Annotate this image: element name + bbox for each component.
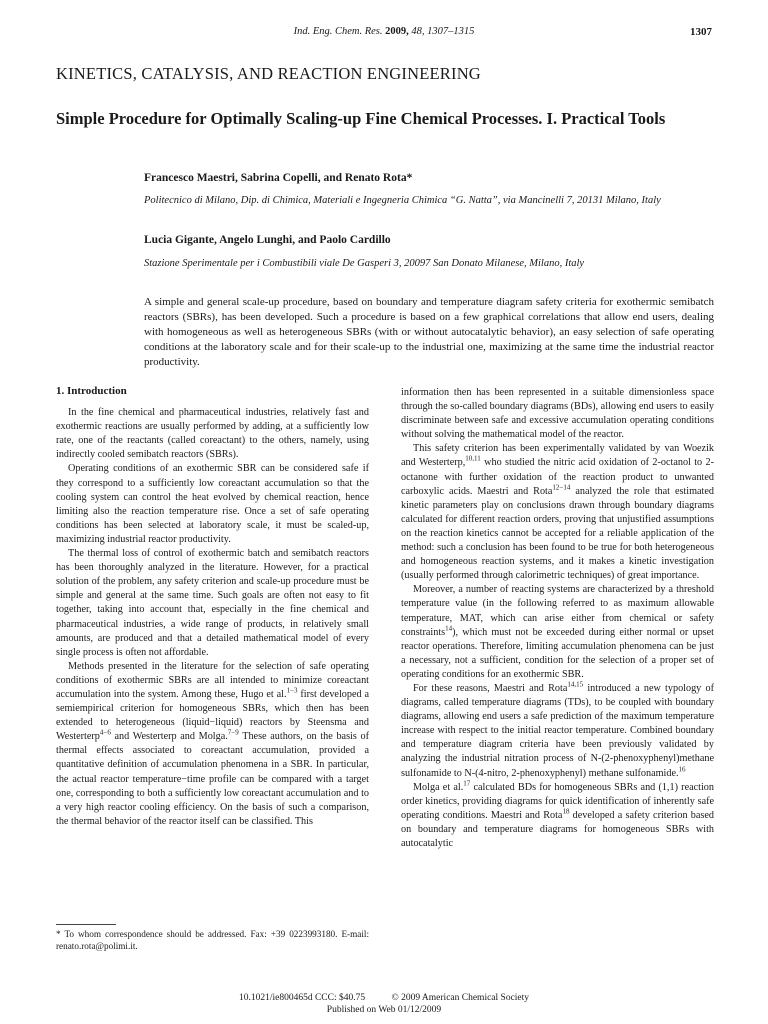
authors-group-2: Lucia Gigante, Angelo Lunghi, and Paolo Cardillo [144, 234, 391, 246]
journal-year: 2009, [385, 26, 409, 37]
citation-ref: 14 [445, 624, 453, 633]
published-date: Published on Web 01/12/2009 [326, 1005, 442, 1015]
citation-ref: 16 [678, 765, 686, 774]
journal-volume: 48, [411, 26, 425, 37]
authors-group-1: Francesco Maestri, Sabrina Copelli, and Renato Rota* [144, 172, 413, 184]
doi-text: 10.1021/ie800465d CCC: $40.75 [238, 993, 366, 1003]
citation-ref: 18 [562, 807, 570, 816]
citation-ref: 10,11 [465, 455, 481, 464]
intro-paragraph-2: Operating conditions of an exothermic SBR can be considered safe if they correspond to a sufficiently low coreactant accumulation so that the cooling system can control the heat evolved by chemical reaction, hence limiting also the reaction temperature rise. Once a set of safe operating conditions has been selected at laboratory scale, it must be scaled-up, maximizing industrial reactor productivity. [56, 463, 369, 545]
paper-title: Simple Procedure for Optimally Scaling-up Fine Chemical Processes. I. Practical Tools [56, 109, 666, 128]
copyright-text: © 2009 American Chemical Society [391, 993, 530, 1003]
left-column [56, 384, 369, 829]
affiliation-2: Stazione Sperimentale per i Combustibili viale De Gasperi 3, 20097 San Donato Milanese, Milano, Italy [144, 258, 585, 269]
right-paragraph-5: Molga et al.$^{17}$ calculated BDs for homogeneous SBRs and (1,1) reaction order kinetics, providing diagrams for quick identification of inherently safe operating conditions. Maestri and Rota$^{18}$ developed a safety criterion based on boundary and temperature diagrams for homogeneous SBRs with autocatalytic [401, 779, 714, 849]
right-paragraph-3: Moreover, a number of reacting systems are characterized by a threshold temperature value (in the following referred to as maximum allowable temperature, MAT, which can arise either from chemical or safety constraints$^{14}$), which must not be exceeded during either normal or upset reactor operations. Therefore, limiting accumulation phenomena can be just a necessary, not a sufficient, condition for the selection of a proper set of operating conditions for an exothermic SBR. [401, 584, 714, 680]
citation-ref: 7−9 [227, 728, 239, 737]
footnote-divider [56, 924, 116, 925]
citation-ref: 14,15 [567, 680, 584, 689]
intro-paragraph-3: The thermal loss of control of exothermic batch and semibatch reactors has been thoroughly analyzed in the literature. However, for a practical solution of the problem, any safety criterion and scale-up procedure must be simple and general at the same time. Such goals are often not easy to fit together, taking into account that, especially in the fine chemical and pharmaceutical industries, a wide range of products, in relatively small amounts, are produced and that a detailed mathematical model of every single process is often not affordable. [56, 548, 369, 658]
right-paragraph-2: This safety criterion has been experimentally validated by van Woezik and Westerterp,$^{10,11}$ who studied the nitric acid oxidation of 2-octanol to 2-octanone with further oxidation of the reaction product to unwanted carboxylic acids. Maestri and Rota$^{12-14}$ analyzed the role that estimated kinetic parameters play on conclusions drawn through boundary diagrams calculated for different reaction orders, proving that unjustified assumptions on the reaction kinetics cannot be accepted for a reliable application of the method: such a conclusion has been found to be true for both heterogeneous and homogeneous reaction systems, and it makes a kinetic investigation (usually performed through calorimetric techniques) of great importance. [401, 443, 714, 582]
citation-ref: 4−6 [99, 728, 111, 737]
right-paragraph-1: information then has been represented in a suitable dimensionless space through the so-called boundary diagrams (BDs), allowing end users to easily discriminate between safe and excessive accumulation operating conditions without solving the mathematical model of the reactor. [401, 387, 714, 441]
section-heading: KINETICS, CATALYSIS, AND REACTION ENGINEERING [56, 64, 481, 83]
citation-ref: 1−3 [286, 686, 298, 695]
correspondence-footnote: * To whom correspondence should be addressed. Fax: +39 0223993180. E-mail: renato.rota@polimi.it. [56, 929, 369, 951]
citation-ref: 12−14 [552, 483, 571, 492]
abstract: A simple and general scale-up procedure, based on boundary and temperature diagram safety criteria for exothermic semibatch reactors (SBRs), has been developed. Such a procedure is based on a few graphical correlations that allow end users, dealing with homogeneous as well as heterogeneous SBRs (with or without autocatalytic behavior), an easy selection of safe operating conditions at the laboratory scale and for their scale-up to the industrial one, maximizing at the same time the industrial reactor productivity. [144, 296, 714, 368]
right-paragraph-4: For these reasons, Maestri and Rota$^{14,15}$ introduced a new typology of diagrams, called temperature diagrams (TDs), to be coupled with boundary diagrams, allowing end users a safe prediction of the maximum temperature increase with respect to the initial reactor temperature. Combined boundary and temperature diagram criteria have been previously validated by analyzing the industrial nitration process of N-(2-phenoxyphenyl)methane sulfonamide to N-(4-nitro, 2-phenoxyphenyl) methane sulfonamide.$^{16}$ [401, 680, 714, 779]
journal-citation [0, 26, 768, 37]
journal-pages: 1307–1315 [427, 26, 475, 37]
page-number: 1307 [690, 26, 712, 38]
intro-paragraph-4: Methods presented in the literature for the selection of safe operating conditions of exothermic SBRs are all intended to minimize coreactant accumulation into the system. Among these, Hugo et al.$^{1-3}$ first developed a semiempirical criterion for homogeneous SBRs, which then has been extended to heterogeneous (liquid−liquid) reactors by Steensma and Westerterp$^{4-6}$ and Westerterp and Molga.$^{7-9}$ These authors, on the basis of thermal effects associated to coreactant accumulation, provided a quantitative definition of accumulation phenomena in a SBR. In particular, the actual reactor temperature−time profile can be compared with a target one, corresponding to both a sufficiently low coreactant accumulation and to a very high reactor cooling efficiency. On the basis of such a comparison, the thermal behavior of the reactor itself can be classified. This [56, 660, 370, 827]
affiliation-1: Politecnico di Milano, Dip. di Chimica, Materiali e Ingegneria Chimica “G. Natta”, via Mancinelli 7, 20131 Milano, Italy [144, 195, 661, 206]
intro-heading: 1. Introduction [56, 385, 127, 397]
journal-name: Ind. Eng. Chem. Res. [293, 26, 383, 37]
page-footer [0, 992, 768, 1016]
citation-ref: 17 [463, 779, 471, 788]
right-column [401, 386, 714, 851]
intro-paragraph-1: In the fine chemical and pharmaceutical industries, relatively fast and exothermic reactions are usually performed by adding, at a sufficiently low rate, one of the reactants (called coreactant) to the others, namely, using indirectly cooled semibatch reactors (SBRs). [56, 407, 369, 461]
